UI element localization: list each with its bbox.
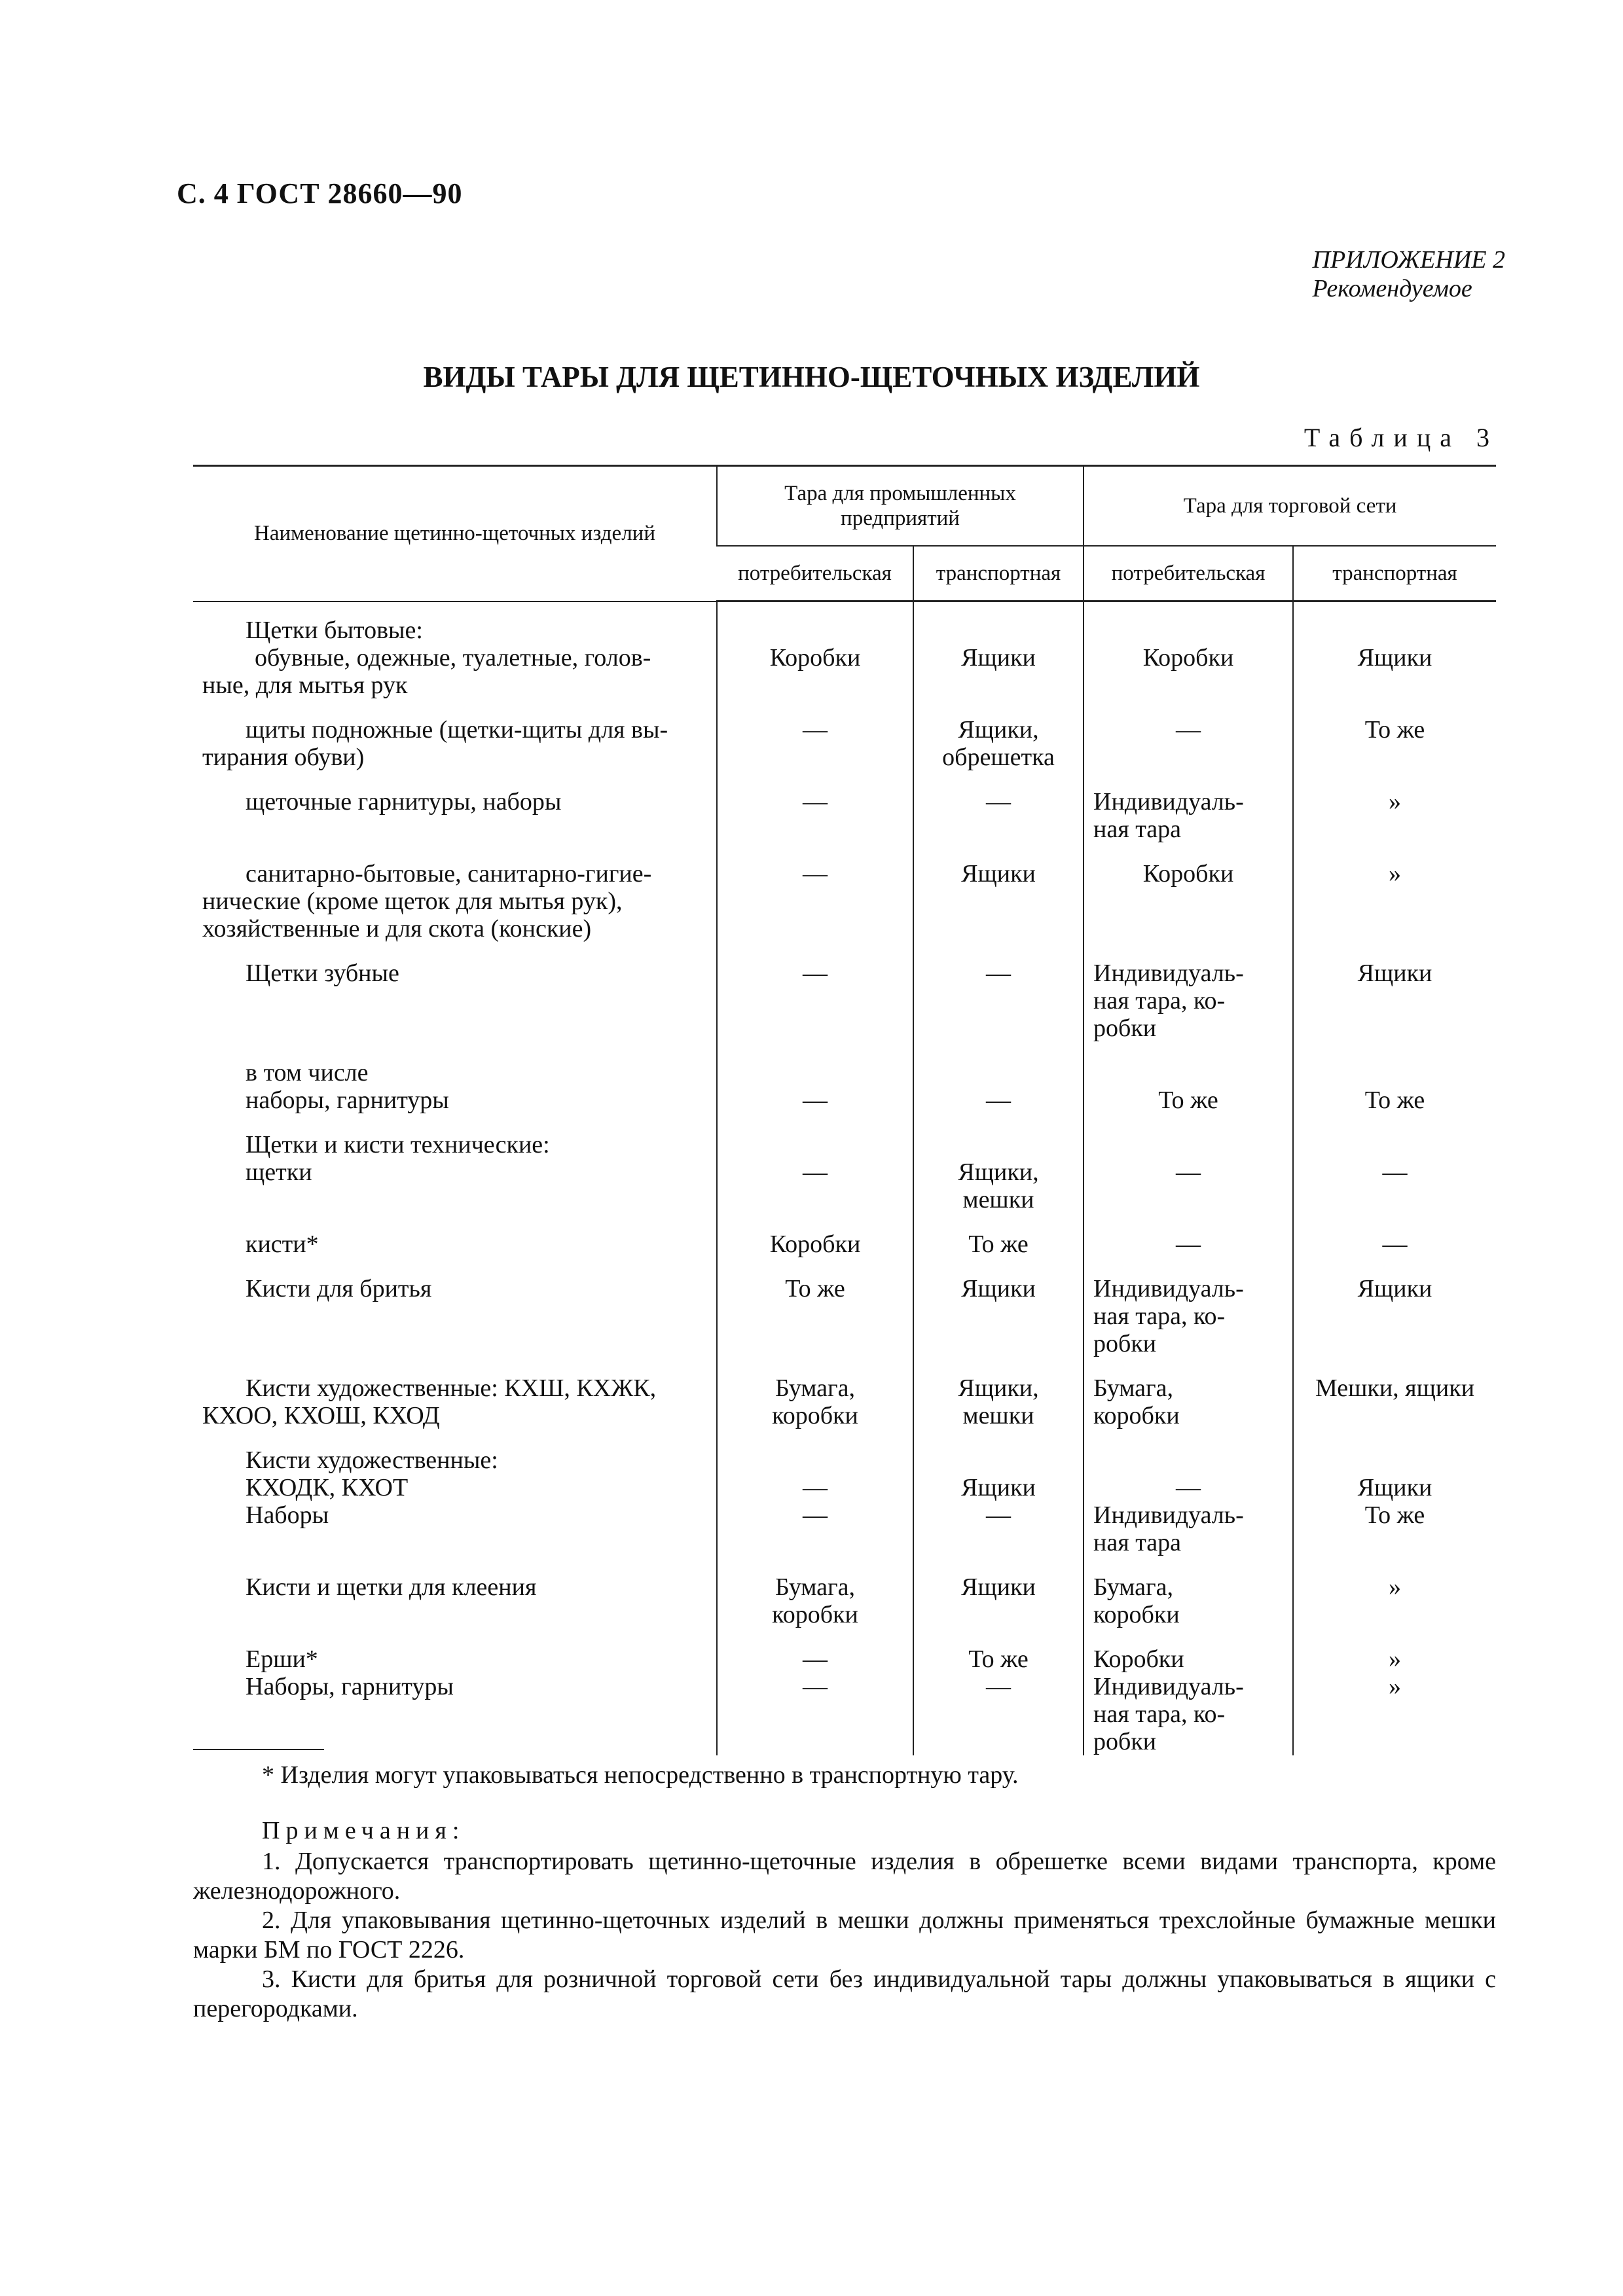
table-row (193, 960, 1496, 1059)
industrial-consumer-cell: — — (717, 1645, 913, 1755)
retail-consumer-cell: Коробки Индивидуаль- ная тара, ко- робки (1084, 1645, 1293, 1755)
table-row (193, 1446, 1496, 1474)
table-row (193, 1131, 1496, 1158)
retail-consumer-cell: — (1084, 1158, 1293, 1230)
table-row (193, 1645, 1496, 1755)
industrial-consumer-cell: — (717, 788, 913, 860)
table-row (193, 1059, 1496, 1086)
header-industrial: Тара для промышленных предприятий (717, 466, 1084, 547)
appendix-label: ПРИЛОЖЕНИЕ 2 (1312, 246, 1505, 274)
footnote-divider (193, 1749, 324, 1750)
retail-consumer-cell: Коробки (1084, 860, 1293, 960)
industrial-transport-cell: Ящики, обрешетка (913, 716, 1084, 788)
retail-consumer-cell: — Индивидуаль- ная тара (1084, 1474, 1293, 1573)
table-row (193, 1230, 1496, 1275)
note-item: 3. Кисти для бритья для розничной торговой сети без индивидуальной тары должны упаковываться в ящики с перегородками. (193, 1965, 1496, 2022)
product-name-cell: Кисти художественные: (246, 1446, 498, 1474)
product-name-cell: КХОДК, КХОТ Наборы (246, 1474, 409, 1529)
retail-consumer-cell: Индивидуаль- ная тара, ко- робки (1084, 960, 1293, 1059)
page-header: С. 4 ГОСТ 28660—90 (177, 177, 463, 209)
product-name-cell: санитарно-бытовые, санитарно-гигие- нические (кроме щеток для мытья рук), хозяйственные и для скота (конские) (202, 860, 652, 942)
table-row (193, 860, 1496, 960)
retail-transport-cell: » (1293, 860, 1496, 960)
table-row (193, 617, 1496, 644)
industrial-consumer-cell: — — (717, 1474, 913, 1573)
retail-transport-cell: — (1293, 1158, 1496, 1230)
retail-transport-cell: » » (1293, 1645, 1496, 1755)
industrial-transport-cell: Ящики — (913, 1474, 1084, 1573)
industrial-consumer-cell: — (717, 716, 913, 788)
appendix-status: Рекомендуемое (1312, 275, 1472, 302)
retail-transport-cell: Ящики (1293, 1275, 1496, 1374)
industrial-consumer-cell: — (717, 1158, 913, 1230)
retail-transport-cell: » (1293, 788, 1496, 860)
product-name-cell: Кисти и щетки для клеения (246, 1573, 537, 1601)
product-name-cell: Ерши* Наборы, гарнитуры (246, 1645, 454, 1700)
retail-consumer-cell: Индивидуаль- ная тара, ко- робки (1084, 1275, 1293, 1374)
product-name-cell: Кисти для бритья (246, 1275, 432, 1302)
product-name-cell: Щетки зубные (246, 960, 399, 987)
table-row (193, 1275, 1496, 1374)
industrial-consumer-cell: Бумага, коробки (717, 1374, 913, 1446)
retail-transport-cell: Ящики (1293, 960, 1496, 1059)
industrial-consumer-cell: Коробки (717, 1230, 913, 1275)
industrial-consumer-cell: Коробки (717, 644, 913, 716)
industrial-transport-cell: Ящики (913, 644, 1084, 716)
footnote: * Изделия могут упаковываться непосредственно в транспортную тару. (262, 1761, 1019, 1789)
industrial-consumer-cell: — (717, 1086, 913, 1131)
table-row (193, 644, 1496, 716)
retail-consumer-cell: — (1084, 1230, 1293, 1275)
retail-consumer-cell: То же (1084, 1086, 1293, 1131)
industrial-transport-cell: Ящики (913, 860, 1084, 960)
table-row (193, 1474, 1496, 1573)
industrial-consumer-cell: То же (717, 1275, 913, 1374)
industrial-consumer-cell: — (717, 860, 913, 960)
table-row (193, 716, 1496, 788)
header-retail-transport: транспортная (1293, 546, 1496, 601)
industrial-consumer-cell: Бумага, коробки (717, 1573, 913, 1645)
product-name-cell: наборы, гарнитуры (246, 1086, 449, 1114)
header-industrial-transport: транспортная (913, 546, 1084, 601)
table-row (193, 1374, 1496, 1446)
document-title: ВИДЫ ТАРЫ ДЛЯ ЩЕТИННО-ЩЕТОЧНЫХ ИЗДЕЛИЙ (423, 361, 1200, 393)
table-row (193, 1086, 1496, 1131)
retail-transport-cell: То же (1293, 716, 1496, 788)
industrial-transport-cell: То же — (913, 1645, 1084, 1755)
retail-consumer-cell: Бумага, коробки (1084, 1573, 1293, 1645)
product-name-cell: кисти* (246, 1230, 319, 1258)
product-name-cell: обувные, одежные, туалетные, голов- ные, для мытья рук (202, 644, 651, 699)
notes-title: Примечания: (262, 1817, 465, 1844)
retail-transport-cell: — (1293, 1230, 1496, 1275)
note-item: 1. Допускается транспортировать щетинно-щеточные изделия в обрешетке всеми видами транспорта, кроме железнодорожного. (193, 1848, 1496, 1905)
industrial-transport-cell: Ящики (913, 1573, 1084, 1645)
table-row (193, 1158, 1496, 1230)
industrial-consumer-cell: — (717, 960, 913, 1059)
industrial-transport-cell: Ящики, мешки (913, 1158, 1084, 1230)
product-name-cell: в том числе (246, 1059, 369, 1086)
retail-transport-cell: » (1293, 1573, 1496, 1645)
notes-section (193, 1816, 1496, 2024)
retail-transport-cell: То же (1293, 1086, 1496, 1131)
retail-transport-cell: Ящики (1293, 644, 1496, 716)
note-item: 2. Для упаковывания щетинно-щеточных изделий в мешки должны применяться трехслойные бумажные мешки марки БМ по ГОСТ 2226. (193, 1907, 1496, 1964)
table-row (193, 1573, 1496, 1645)
product-name-cell: щетки (246, 1158, 312, 1186)
header-retail-consumer: потребительская (1084, 546, 1293, 601)
industrial-transport-cell: Ящики, мешки (913, 1374, 1084, 1446)
industrial-transport-cell: — (913, 960, 1084, 1059)
product-name-cell: щиты подножные (щетки-щиты для вы- тирания обуви) (202, 716, 668, 771)
retail-consumer-cell: Бумага, коробки (1084, 1374, 1293, 1446)
industrial-transport-cell: — (913, 1086, 1084, 1131)
product-name-cell: Щетки бытовые: (246, 617, 423, 644)
product-name-cell: щеточные гарнитуры, наборы (246, 788, 562, 816)
retail-consumer-cell: — (1084, 716, 1293, 788)
product-name-cell: Щетки и кисти технические: (246, 1131, 550, 1158)
retail-consumer-cell: Индивидуаль- ная тара (1084, 788, 1293, 860)
retail-transport-cell: Мешки, ящики (1293, 1374, 1496, 1446)
appendix-block (1313, 245, 1505, 303)
industrial-transport-cell: — (913, 788, 1084, 860)
industrial-transport-cell: То же (913, 1230, 1084, 1275)
product-name-cell: Кисти художественные: КХШ, КХЖК, КХОО, КХОШ, КХОД (202, 1374, 657, 1429)
packaging-table (193, 465, 1496, 1755)
header-industrial-consumer: потребительская (717, 546, 913, 601)
header-retail: Тара для торговой сети (1084, 466, 1496, 547)
retail-transport-cell: Ящики То же (1293, 1474, 1496, 1573)
retail-consumer-cell: Коробки (1084, 644, 1293, 716)
industrial-transport-cell: Ящики (913, 1275, 1084, 1374)
table-row (193, 788, 1496, 860)
header-product-name: Наименование щетинно-щеточных изделий (193, 466, 717, 601)
table-label: Таблица 3 (1304, 423, 1499, 452)
